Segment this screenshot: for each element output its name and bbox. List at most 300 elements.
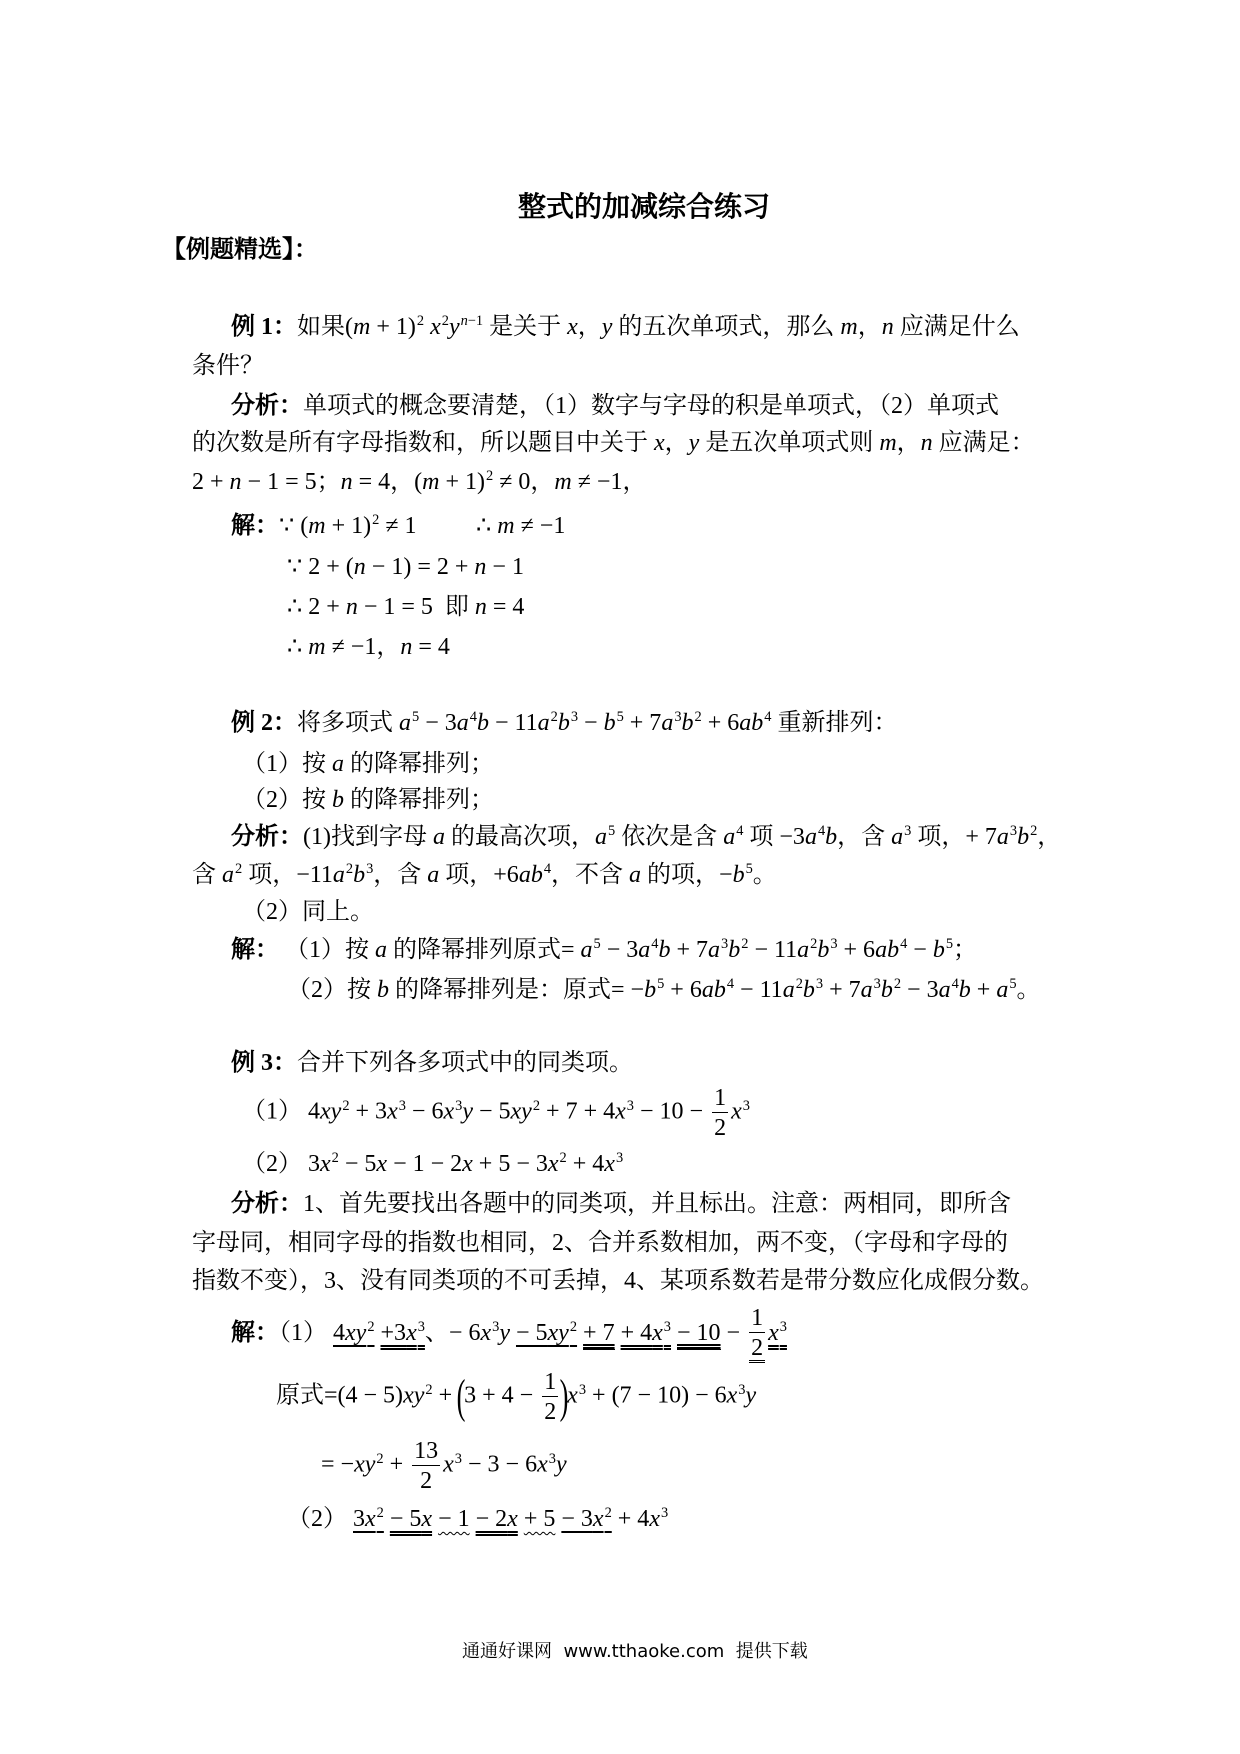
math-variable: a <box>332 862 345 888</box>
example1-solution-line <box>287 592 524 622</box>
math-variable: b <box>825 824 838 850</box>
text-run: 项，−11 <box>242 862 333 888</box>
math-variable: x <box>462 1151 473 1177</box>
bold-label: 例 3： <box>231 1050 297 1076</box>
example2-solution-line <box>287 975 1041 1005</box>
section-heading: 【例题精选】： <box>162 237 318 263</box>
math-variable: ab <box>518 862 543 888</box>
math-variable: y <box>745 1382 757 1409</box>
example2-analysis-line <box>231 822 1061 852</box>
text-run: + 4 <box>566 1151 605 1177</box>
superscript: 3 <box>366 861 374 878</box>
example1-question-line <box>192 351 264 381</box>
text-run: 项，+ 7 <box>911 824 997 850</box>
superscript: 4 <box>736 823 744 840</box>
superscript: 5 <box>1009 976 1017 993</box>
text-run: ≠ −1， <box>325 634 401 660</box>
math-variable: y <box>462 1098 473 1125</box>
text-run: + 3 <box>349 1098 388 1125</box>
example3-question-line <box>242 1086 750 1140</box>
math-variable: x <box>604 1151 615 1177</box>
text-run: = 4，( <box>352 469 423 495</box>
superscript: 3 <box>570 709 579 726</box>
superscript: 2 <box>810 936 818 953</box>
math-variable: x <box>731 1098 742 1125</box>
math-variable: m <box>422 469 440 495</box>
superscript <box>461 313 484 329</box>
fraction-denominator: 2 <box>544 1399 557 1425</box>
superscript: 5 <box>616 709 624 726</box>
fraction-denominator: 2 <box>751 1335 764 1361</box>
text-run: 指数不变），3、没有同类项的不可丢掉，4、某项系数若是带分数应化成假分数。 <box>192 1268 1044 1294</box>
text-run: 的项，− <box>641 862 733 888</box>
text-run: + <box>383 1451 410 1478</box>
math-variable: x <box>387 1098 398 1125</box>
math-variable: n <box>340 469 353 495</box>
math-variable: x <box>507 1506 518 1532</box>
text-run: 。 <box>1016 977 1041 1003</box>
math-variable: m <box>497 513 515 539</box>
math-variable: x <box>567 314 578 340</box>
math-variable: ab <box>739 710 764 736</box>
superscript: 5 <box>745 861 753 878</box>
text-run: 字母同，相同字母的指数也相同，2、合并系数相加，两不变，（字母和字母的 <box>192 1230 1008 1256</box>
math-variable: a <box>332 751 344 777</box>
superscript: 2 <box>1030 823 1038 840</box>
text-run: − 3 <box>419 710 457 736</box>
superscript: 2 <box>741 936 749 953</box>
text-run: 原式=(4 − 5) <box>276 1382 404 1409</box>
text-run: ≠ 1 <box>379 513 417 539</box>
math-variable: b <box>802 977 815 1003</box>
text-run: − <box>907 937 933 963</box>
text-run: − 3 <box>561 1506 593 1532</box>
math-variable: x <box>365 1506 376 1532</box>
text-run: − 5 <box>472 1098 511 1125</box>
superscript: 3 <box>1009 823 1018 840</box>
math-variable: a <box>797 937 810 963</box>
example1-solution-line <box>287 632 450 662</box>
superscript: 2 <box>604 1505 612 1522</box>
example2-analysis-line <box>242 897 374 927</box>
text-run: − 1 <box>438 1506 470 1532</box>
math-variable: ab <box>875 937 900 963</box>
underlined-like-term <box>381 1320 425 1346</box>
math-variable: b <box>658 937 671 963</box>
math-variable: a <box>661 710 674 736</box>
text-run: 的最高次项， <box>444 824 595 850</box>
text-run: + 1) <box>370 314 416 340</box>
text-run: （1） 4 <box>242 1098 320 1125</box>
text-run: 含 <box>192 862 222 888</box>
math-variable: x <box>726 1382 738 1409</box>
text-run: 的降幂排列； <box>344 787 494 813</box>
superscript: 4 <box>651 936 659 953</box>
superscript: 3 <box>904 823 912 840</box>
math-variable: x <box>547 1151 559 1177</box>
text-run: + 7 <box>670 937 709 963</box>
text-run: (1)找到字母 <box>303 824 433 850</box>
superscript: 3 <box>830 936 838 953</box>
superscript: 4 <box>817 823 826 840</box>
underlined-like-term <box>353 1506 384 1532</box>
superscript: 3 <box>738 1381 746 1398</box>
bold-label: 解： <box>231 937 279 963</box>
math-variable: a <box>708 937 721 963</box>
example3-solution-line <box>276 1370 756 1424</box>
math-variable: n <box>474 554 487 580</box>
superscript: 2 <box>416 313 425 330</box>
math-variable: b <box>958 977 971 1003</box>
math-variable: b <box>377 977 389 1003</box>
text-run: 项，+6 <box>439 862 519 888</box>
text-run: ≠ −1， <box>571 469 647 495</box>
example3-solution-line <box>231 1306 787 1363</box>
superscript: 3 <box>578 1381 587 1398</box>
text-run: 依次是含 <box>615 824 724 850</box>
example1-solution-line <box>476 511 565 541</box>
math-variable: a <box>580 937 593 963</box>
example3-analysis-line <box>192 1266 1044 1296</box>
text-run: 合并下列各多项式中的同类项。 <box>297 1050 633 1076</box>
text-run: ； <box>953 937 978 963</box>
math-variable: x <box>615 1098 626 1125</box>
text-run: + 7 <box>583 1320 615 1347</box>
superscript: 3 <box>674 709 682 726</box>
math-variable: a <box>804 824 817 850</box>
text-run: 单项式的概念要清楚，（1）数字与字母的积是单项式，（2）单项式 <box>303 393 999 419</box>
math-variable: y <box>555 1451 567 1478</box>
fraction-numerator: 1 <box>751 1305 764 1331</box>
text-run: 重新排列： <box>771 710 898 736</box>
math-variable: x <box>768 1320 779 1347</box>
superscript: 4 <box>764 709 772 726</box>
math-variable: a <box>782 977 795 1003</box>
math-variable: n <box>881 314 894 340</box>
text-run: ≠ −1 <box>514 513 566 539</box>
example2-question-line <box>242 785 494 815</box>
text-run: 将多项式 <box>297 710 399 736</box>
underlined-like-term <box>746 1305 787 1361</box>
text-run: （2）同上。 <box>242 899 374 925</box>
fraction-numerator: 1 <box>544 1369 557 1395</box>
underlined-like-term <box>677 1320 721 1350</box>
math-variable: b <box>932 937 945 963</box>
text-run: + <box>970 977 997 1003</box>
big-parenthesis: ) <box>559 1370 569 1423</box>
text-run: 1、首先要找出各题中的同类项，并且标出。注意：两相同，即所含 <box>303 1191 1011 1217</box>
text-run: 条件？ <box>192 353 264 379</box>
underlined-like-term <box>333 1320 375 1346</box>
math-variable: b <box>557 710 570 736</box>
text-run: − 5 <box>338 1151 377 1177</box>
text-run: 的降幂排列； <box>344 751 494 777</box>
text-run: （2） <box>287 1506 353 1532</box>
text-run: + 6 <box>664 977 702 1003</box>
text-run: 如果( <box>297 314 353 340</box>
math-variable: y <box>601 314 613 340</box>
text-run: − <box>578 710 604 736</box>
superscript: 5 <box>412 709 420 726</box>
text-run: − 10 <box>677 1320 721 1347</box>
superscript: 2 <box>559 1150 567 1167</box>
text-run: 2 + <box>192 469 230 495</box>
text-run: ∵ ( <box>279 513 309 539</box>
fraction-numerator: 1 <box>714 1085 727 1111</box>
underlined-like-term <box>583 1320 615 1350</box>
text-run: = 4 <box>412 634 450 660</box>
text-run: 4 <box>333 1320 345 1347</box>
superscript: 3 <box>454 1450 462 1467</box>
superscript: 4 <box>469 709 477 726</box>
text-run: （2）按 <box>242 787 332 813</box>
math-variable: b <box>728 937 741 963</box>
text-run: + 5 <box>523 1506 556 1532</box>
math-variable: y <box>499 1320 510 1347</box>
text-run: − 3 <box>901 977 939 1003</box>
text-run: − 1 = 5 即 <box>357 594 475 620</box>
example2-analysis-line <box>192 860 777 890</box>
math-variable: b <box>1017 824 1030 850</box>
text-run: 的次数是所有字母指数和，所以题目中关于 <box>192 430 654 456</box>
text-run: ， <box>857 314 882 340</box>
text-run: + 1) <box>439 469 486 495</box>
superscript: 4 <box>543 861 552 878</box>
text-run: ， <box>1037 824 1062 850</box>
text-run: （1） <box>279 1320 333 1347</box>
text-run: + 7 <box>623 710 662 736</box>
example2-question-line <box>231 708 897 738</box>
text-run: 3 <box>353 1506 365 1532</box>
superscript: 2 <box>367 1319 375 1336</box>
text-run: − 1 <box>486 554 524 580</box>
superscript: 4 <box>726 976 735 993</box>
bold-label: 解： <box>231 1320 279 1347</box>
math-variable: n <box>353 554 366 580</box>
math-variable: b <box>880 977 893 1003</box>
math-variable: x <box>320 1151 331 1177</box>
text-run: 项 −3 <box>743 824 805 850</box>
text-run: − 5 <box>389 1506 422 1532</box>
text-run: + 1) <box>325 513 372 539</box>
example3-question-line <box>242 1149 623 1179</box>
math-variable: x <box>652 1320 663 1347</box>
example3-question-line <box>231 1048 633 1078</box>
superscript: 3 <box>815 976 824 993</box>
math-variable: a <box>891 824 904 850</box>
text-run: （1）按 <box>279 937 375 963</box>
math-variable: xy <box>345 1320 367 1347</box>
fraction <box>542 1370 558 1424</box>
text-run: − 11 <box>488 710 538 736</box>
underlined-like-term <box>516 1320 577 1346</box>
superscript: 5 <box>607 823 616 840</box>
math-variable: m <box>308 513 326 539</box>
superscript: 3 <box>663 1319 671 1336</box>
math-variable: b <box>332 787 344 813</box>
superscript: 3 <box>398 1097 406 1114</box>
math-variable: x <box>649 1506 660 1532</box>
text-run: 是五次单项式则 <box>699 430 880 456</box>
fraction-denominator: 2 <box>714 1115 727 1141</box>
bold-label: 分析： <box>231 393 303 419</box>
math-variable: b <box>603 710 616 736</box>
text-run: ，含 <box>837 824 892 850</box>
math-variable: y <box>448 314 460 340</box>
text-run: + <box>432 1382 459 1409</box>
text-run: ，含 <box>373 862 428 888</box>
math-variable: n <box>400 634 413 660</box>
superscript: 2 <box>795 976 803 993</box>
superscript: 2 <box>532 1097 541 1114</box>
superscript: 5 <box>657 976 665 993</box>
text-run: （2）按 <box>287 977 377 1003</box>
text-run: + 6 <box>837 937 876 963</box>
math-variable: x <box>443 1451 454 1478</box>
example3-solution-line <box>321 1439 567 1493</box>
superscript: 3 <box>626 1097 634 1114</box>
superscript: 3 <box>742 1097 750 1114</box>
text-run: ， <box>896 430 921 456</box>
text-run: + 4 <box>611 1506 650 1532</box>
fraction <box>749 1306 765 1363</box>
math-variable: m <box>840 314 858 340</box>
math-variable: n <box>920 430 933 456</box>
superscript: 2 <box>694 709 702 726</box>
text-run: 的降幂排列原式= <box>387 937 581 963</box>
example1-question-line <box>231 312 1020 342</box>
underlined-like-term <box>438 1506 470 1532</box>
text-run: 应满足： <box>932 430 1035 456</box>
superscript: 2 <box>376 1450 384 1467</box>
superscript: 4 <box>900 936 908 953</box>
text-run: − 6 <box>405 1098 444 1125</box>
text-run: 。 <box>752 862 777 888</box>
math-variable: a <box>938 977 951 1003</box>
math-variable: b <box>476 710 489 736</box>
superscript: 2 <box>441 313 449 330</box>
superscript: 2 <box>372 512 380 529</box>
math-variable: a <box>375 937 387 963</box>
page-footer: 通通好课网 www.tthaoke.com 提供下载 <box>462 1641 808 1662</box>
math-variable: b <box>681 710 694 736</box>
text-run: 3 + 4 − <box>464 1382 540 1409</box>
math-variable: n <box>229 469 242 495</box>
text-run: +3 <box>380 1320 407 1347</box>
fraction-numerator: 13 <box>414 1438 439 1464</box>
math-variable: a <box>427 862 440 888</box>
math-variable: xy <box>510 1098 532 1125</box>
fraction <box>412 1439 440 1493</box>
math-variable: a <box>399 710 411 736</box>
superscript: 3 <box>873 976 881 993</box>
bold-label: 解： <box>231 513 279 539</box>
bold-label: 例 2： <box>231 710 297 736</box>
text-run: + (7 − 10) − 6 <box>586 1382 727 1409</box>
math-variable: b <box>732 862 745 888</box>
text-run: − 3 − 6 <box>462 1451 538 1478</box>
text-run: （1）按 <box>242 751 332 777</box>
superscript: 3 <box>492 1319 500 1336</box>
math-variable: m <box>879 430 897 456</box>
superscript: 3 <box>721 936 729 953</box>
math-variable: xy <box>403 1382 425 1409</box>
underlined-like-term <box>476 1506 518 1532</box>
math-variable: y <box>688 430 700 456</box>
math-variable: a <box>638 937 651 963</box>
text-run: + 4 <box>620 1320 653 1347</box>
text-run: − 3 <box>600 937 639 963</box>
text-run: = − <box>321 1451 355 1478</box>
math-variable: x <box>592 1506 604 1532</box>
text-run: − 1 − 2 <box>387 1151 463 1177</box>
superscript: 2 <box>425 1381 433 1398</box>
superscript: 2 <box>235 861 243 878</box>
text-run: − 2 <box>475 1506 508 1532</box>
text-run: ， <box>664 430 689 456</box>
math-variable: x <box>537 1451 548 1478</box>
fraction <box>712 1086 728 1140</box>
text-run: 的降幂排列是：原式= − <box>389 977 645 1003</box>
math-variable: b <box>644 977 657 1003</box>
example2-question-line <box>242 749 494 779</box>
big-parenthesis: ( <box>456 1370 466 1423</box>
bold-label: 例 1： <box>231 314 297 340</box>
underlined-like-term <box>621 1320 671 1346</box>
math-variable: x <box>443 1098 455 1125</box>
math-variable: a <box>629 862 642 888</box>
math-variable: b <box>353 862 366 888</box>
underlined-like-term <box>390 1506 432 1532</box>
underlined-like-term <box>524 1506 556 1532</box>
example1-analysis-line <box>192 467 646 497</box>
superscript: 3 <box>455 1097 463 1114</box>
example3-solution-line <box>287 1504 668 1534</box>
superscript: 3 <box>615 1150 624 1167</box>
example1-analysis-line <box>192 428 1035 458</box>
math-variable: x <box>654 430 665 456</box>
superscript: 2 <box>342 1097 350 1114</box>
text-run: ∵ 2 + ( <box>287 554 354 580</box>
math-variable: n <box>474 594 487 620</box>
math-variable: x <box>567 1382 578 1409</box>
bold-label: 分析： <box>231 824 303 850</box>
superscript: 3 <box>779 1319 787 1336</box>
text-run: 应满足什么 <box>893 314 1020 340</box>
math-variable: a <box>432 824 445 850</box>
math-variable: xy <box>547 1320 569 1347</box>
text-run: − 1 = 5； <box>241 469 341 495</box>
math-variable: a <box>860 977 873 1003</box>
math-variable: a <box>537 710 550 736</box>
page-title: 整式的加减综合练习 <box>518 192 771 223</box>
math-variable: a <box>456 710 469 736</box>
superscript: 2 <box>376 1505 384 1522</box>
math-variable: m <box>353 314 371 340</box>
superscript: 3 <box>548 1450 556 1467</box>
fraction-denominator: 2 <box>420 1468 433 1494</box>
math-variable: xy <box>320 1098 342 1125</box>
math-variable: a <box>222 862 234 888</box>
text-run: ≠ 0， <box>493 469 555 495</box>
math-variable: m <box>308 634 326 660</box>
text-run: + 7 <box>823 977 861 1003</box>
math-variable: x <box>421 1506 433 1532</box>
text-run: − 10 − <box>633 1098 710 1125</box>
math-variable: a <box>594 824 607 850</box>
example1-analysis-line <box>231 391 999 421</box>
superscript: 2 <box>569 1319 578 1336</box>
